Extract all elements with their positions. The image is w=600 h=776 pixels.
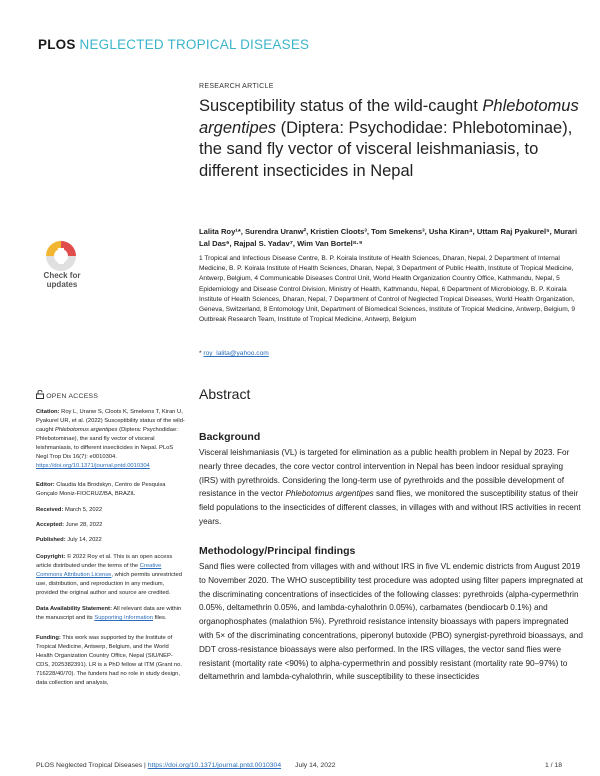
- journal-header: [38, 37, 309, 52]
- open-lock-icon: [36, 390, 44, 399]
- affiliations: 1 Tropical and Infectious Disease Centre, B. P. Koirala Institute of Health Sciences, Dharan, Nepal, 2 Department of Internal Medicine, B. P. Koirala Institute of Health Sciences, Dharan, Nepal, 3 Department of Public Health, Institute of Tropical Medicine, Antwerp, Belgium, 4 Communicable Diseases Control Unit, World Health Organization Country Office, Kathmandu, Nepal, 5 Epidemiology and Disease Control Division, Ministry of Health, Kathmandu, Nepal, 6 Department of Microbiology, B. P. Koirala Institute of Health Sciences, Dharan, Nepal, 7 Department of Control of Neglected Tropical Diseases, World Health Organization, Geneva, Switzerland, 8 Entomology Unit, Department of Biomedical Sciences, Institute of Tropical Medicine, Antwerp, Belgium, 9 Outbreak Research Team, Institute of Tropical Medicine, Antwerp, Belgium: [199, 255, 576, 324]
- funding-block: Funding: This work was supported by the Institute of Tropical Medicine, Antwerp, Belgium, and the World Health Organization Country Office, Nepal (SIU/NEP-CDS, 2025382391). LR is a PhD fellow at ITM (Grant no. 716228/40/70). The funders had no role in study design, data collection and analysis,: [36, 635, 182, 686]
- abstract-heading: Abstract: [199, 386, 251, 402]
- license-link[interactable]: Creative Commons Attribution License: [36, 563, 162, 578]
- methods-heading: Methodology/Principal findings: [199, 545, 356, 557]
- journal-plos: PLOS: [38, 37, 76, 52]
- supporting-info-link[interactable]: Supporting Information: [94, 615, 153, 621]
- received-date: Received: March 5, 2022: [36, 507, 103, 513]
- background-heading: Background: [199, 431, 261, 443]
- data-availability-block: Data Availability Statement: All relevant data are within the manuscript and its Supporting Information files.: [36, 606, 182, 621]
- article-type: RESEARCH ARTICLE: [199, 83, 274, 90]
- check-for-updates-label[interactable]: Check for updates: [43, 271, 81, 289]
- accepted-date: Accepted: June 28, 2022: [36, 522, 103, 528]
- article-title: Susceptibility status of the wild-caught Phlebotomus argentipes (Diptera: Psychodidae: Phlebotominae), the sand fly vector of visceral leishmaniasis, to different insecticides in Nepal: [199, 97, 579, 180]
- email-link[interactable]: roy_lalita@yahoo.com: [203, 350, 269, 357]
- page-footer: PLOS Neglected Tropical Diseases | https://doi.org/10.1371/journal.pntd.0010304 July 14, 2022: [36, 762, 336, 769]
- background-paragraph: Visceral leishmaniasis (VL) is targeted for elimination as a public health problem in Nepal by 2023. For nearly three decades, the core vector control intervention in Nepal has been indoor residual spraying (IRS) with pyrethroids. Considering the long-term use of pyrethroids and the possible development of resistance in the vector Phlebotomus argentipes sand flies, we monitored the susceptibility status of their field populations to the insecticides of different classes, in villages with and without IRS activities in recent years.: [199, 448, 581, 526]
- author-list: Lalita Roy¹*, Surendra Uranw², Kristien Cloots³, Tom Smekens³, Usha Kiran⁴, Uttam Raj Pyakurel⁵, Murari Lal Das⁶, Rajpal S. Yadav⁷, Wim Van Bortel⁸·⁹: [199, 227, 578, 248]
- open-access-badge: [36, 390, 98, 400]
- journal-name: NEGLECTED TROPICAL DISEASES: [79, 37, 310, 52]
- page-number: 1 / 18: [544, 762, 562, 769]
- corresponding-email: * roy_lalita@yahoo.com: [199, 350, 269, 357]
- published-date: Published: July 14, 2022: [36, 537, 102, 543]
- citation-block: Citation: Roy L, Uranw S, Cloots K, Smekens T, Kiran U, Pyakurel UR, et al. (2022) Susceptibility status of the wild-caught Phlebotomus argentipes (Diptera: Psychodidae: Phlebotominae), the sand fly vector of visceral leishmaniasis, to different insecticides in Nepal. PLoS Negl Trop Dis 16(7): e0010304. https://doi.org/10.1371/journal.pntd.0010304: [36, 409, 185, 469]
- open-access-label: OPEN ACCESS: [46, 393, 99, 400]
- footer-doi-link[interactable]: https://doi.org/10.1371/journal.pntd.0010304: [147, 762, 282, 769]
- copyright-block: Copyright: © 2022 Roy et al. This is an open access article distributed under the terms of the Creative Commons Attribution License, which permits unrestricted use, distribution, and reproduction in any medium, provided the original author and source are credited.: [36, 554, 182, 596]
- footer-date: July 14, 2022: [295, 762, 336, 769]
- citation-doi-link[interactable]: https://doi.org/10.1371/journal.pntd.0010304: [36, 463, 150, 469]
- editor-block: Editor: Claudia Ida Brodskyn, Centro de Pesquisa Gonçalo Moniz-FIOCRUZ/BA, BRAZIL: [36, 482, 166, 497]
- methods-paragraph: Sand flies were collected from villages with and without IRS in five VL endemic districts from August 2019 to November 2020. The WHO susceptibility test procedure was adopted using filter papers impregnated at the discriminating concentrations of insecticides of the following classes: pyrethroids (alpha-cypermethrin 0.05%, deltamethrin 0.05%, and lambda-cyhalothrin 0.05%), carbamates (bendiocarb 0.1%) and organophosphates (malathion 5%). Pyrethroid resistance intensity bioassays with papers impregnated with 5× of the discriminating concentrations, piperonyl butoxide (PBO) synergist-pyrethroid bioassays, and DDT cross-resistance bioassays were also performed. In the IRS villages, the vector sand flies were resistant (mortality rate <90%) to alpha-cypermethrin and possibly resistant (mortality rate 90–97%) to deltamethrin and lambda-cyhalothrin, while susceptibility to these insecticides: [199, 562, 583, 682]
